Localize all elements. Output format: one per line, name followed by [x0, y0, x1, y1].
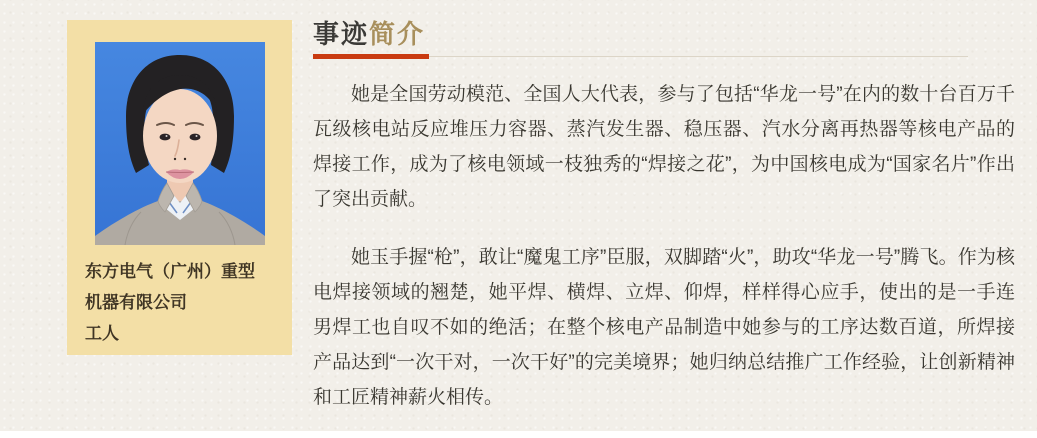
biography-text — [313, 77, 1015, 415]
profile-card — [67, 20, 292, 355]
section-title-dark-part: 事迹 — [313, 19, 370, 49]
profile-info — [85, 256, 274, 349]
job-title: 工人 — [85, 324, 119, 343]
title-accent-bar — [313, 54, 429, 59]
section-title-gold-part: 简介 — [369, 19, 426, 49]
biography-paragraph-2: 她玉手握“枪”，敢让“魔鬼工序”臣服，双脚踏“火”，助攻“华龙一号”腾飞。作为核电焊接领域的翘楚，她平焊、横焊、立焊、仰焊，样样得心应手，使出的是一手连男焊工也自叹不如的绝活；在整个核电产品制造中她参与的工序达数百道，所焊接产品达到“一次干对，一次干好”的完美境界；她归纳总结推广工作经验，让创新精神和工匠精神薪火相传。 — [313, 247, 1015, 408]
biography-paragraph-1: 她是全国劳动模范、全国人大代表，参与了包括“华龙一号”在内的数十台百万千瓦级核电站反应堆压力容器、蒸汽发生器、稳压器、汽水分离再热器等核电产品的焊接工作，成为了核电领域一枝独秀的“焊接之花”，为中国核电成为“国家名片”作出了突出贡献。 — [313, 84, 1015, 210]
company-name-line-2: 机器有限公司 — [85, 293, 187, 312]
content-area — [313, 12, 1015, 438]
section-title — [313, 12, 968, 56]
person-portrait-illustration — [95, 42, 265, 245]
section-header — [313, 12, 968, 57]
profile-photo — [95, 42, 265, 245]
company-name-line-1: 东方电气（广州）重型 — [85, 262, 255, 281]
